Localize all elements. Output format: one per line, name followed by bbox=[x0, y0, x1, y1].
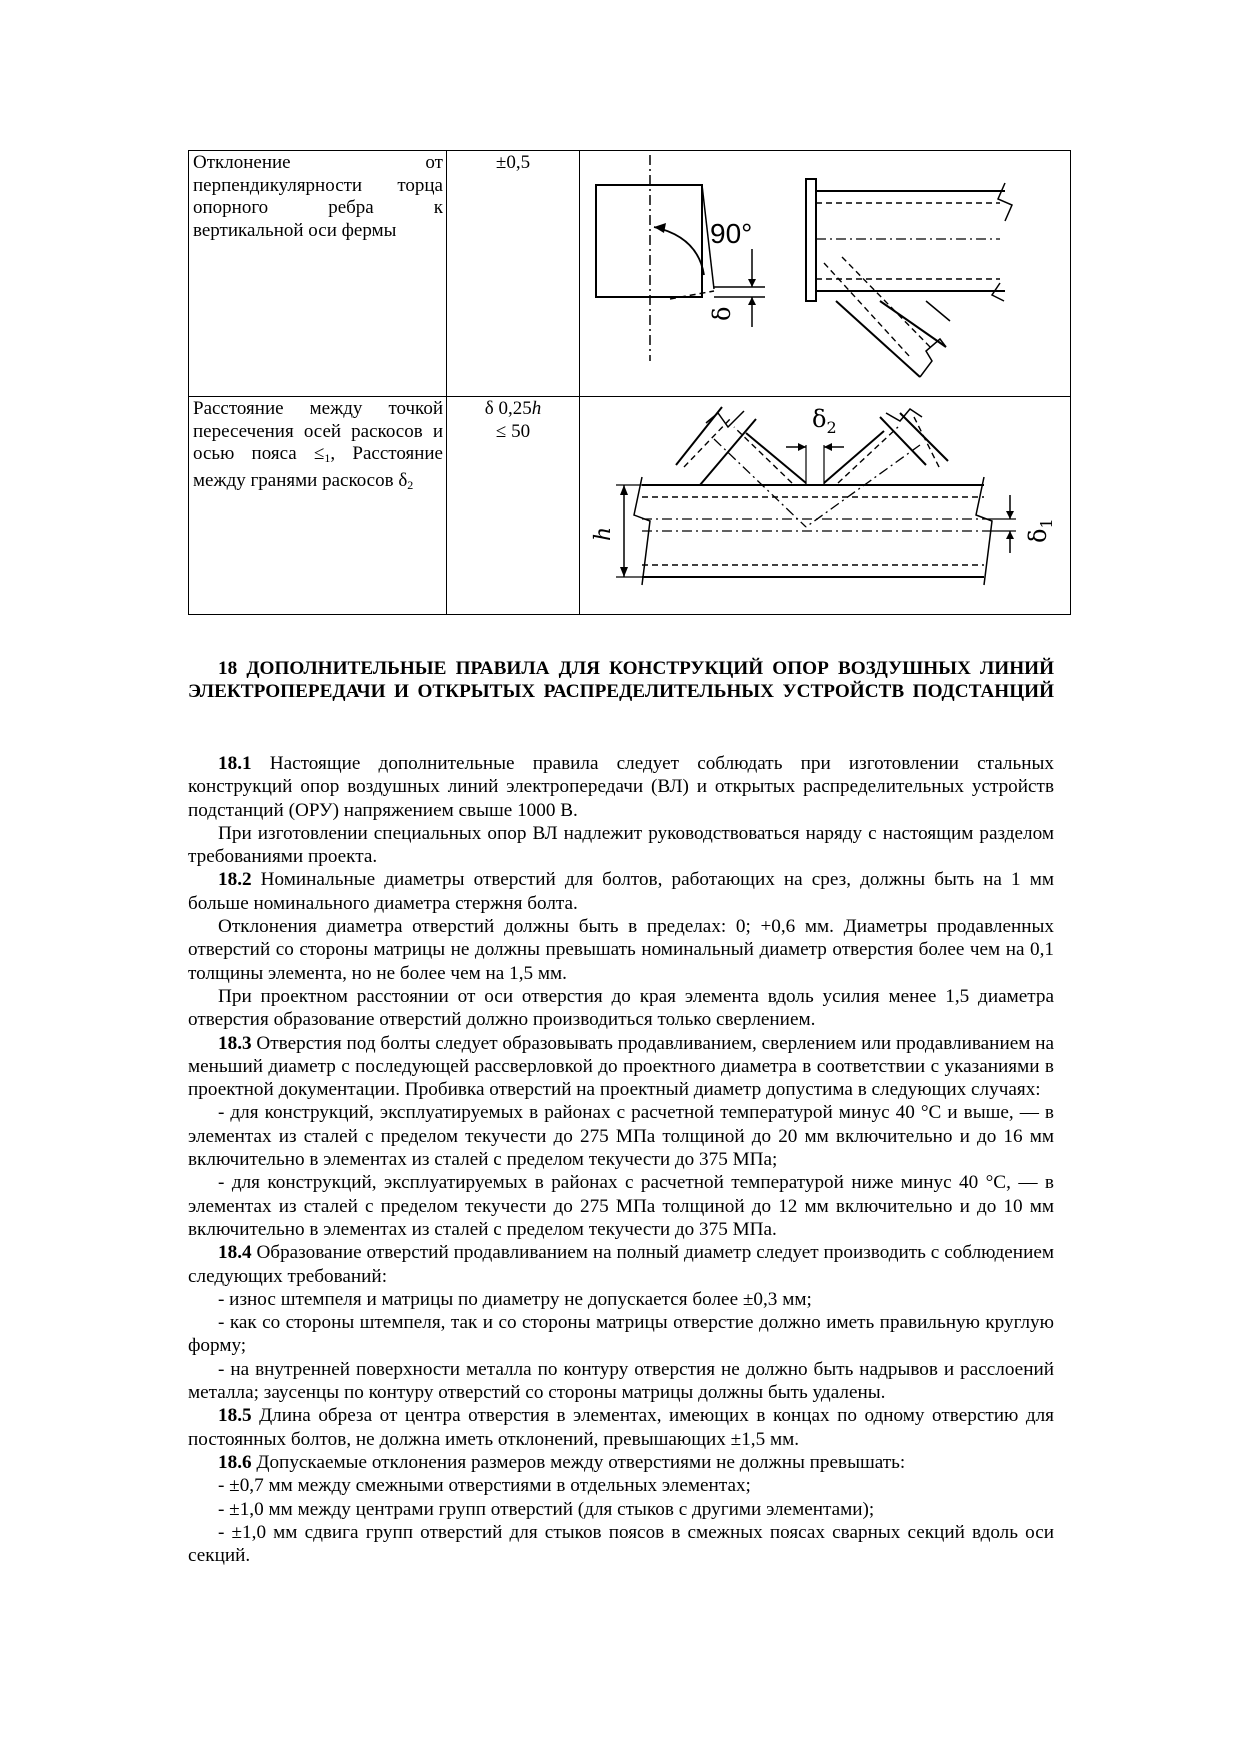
paragraph-number: 18.3 bbox=[218, 1032, 252, 1054]
paragraph bbox=[188, 1101, 1054, 1171]
paragraph-text: При проектном расстоянии от оси отверстия до края элемента вдоль усилия менее 1,5 диаметра отверстия образование отверстий должно производиться только сверлением. bbox=[188, 985, 1054, 1031]
paragraph-text: - ±1,0 мм между центрами групп отверстий (для стыков с другими элементами); bbox=[218, 1498, 875, 1520]
table-cell-tolerance: δ 0,25h ≤ 50 bbox=[447, 397, 580, 615]
table-cell-tolerance: ±0,5 bbox=[447, 151, 580, 397]
angle-label: 90° bbox=[710, 218, 753, 249]
h-label: h bbox=[591, 526, 616, 541]
paragraph bbox=[188, 1171, 1054, 1241]
paragraph-text: Образование отверстий продавливанием на полный диаметр следует производить с соблюдением следующих требований: bbox=[188, 1242, 1054, 1287]
paragraph-number: 18.1 bbox=[218, 753, 252, 774]
delta1-label: $\delta_1$ bbox=[1024, 518, 1056, 543]
section-heading: 18 ДОПОЛНИТЕЛЬНЫЕ ПРАВИЛА ДЛЯ КОНСТРУКЦИЙ ОПОР ВОЗДУШНЫХ ЛИНИЙ ЭЛЕКТРОПЕРЕДАЧИ И ОТКРЫТЫХ РАСПРЕДЕЛИТЕЛЬНЫХ УСТРОЙСТВ ПОДСТАНЦИЙ bbox=[188, 658, 1054, 703]
end-rib-perpendicularity-diagram bbox=[580, 151, 1070, 395]
paragraph bbox=[188, 1498, 1054, 1521]
table-cell-figure bbox=[580, 397, 1071, 615]
paragraph-text: Отверстия под болты следует образовывать продавливанием, сверлением или продавливанием на меньший диаметр с последующей рассверловкой до проектного диаметра в соответствии с указаниями в проектной документации. Пробивка отверстий на проектный диаметр допустима в следующих случаях: bbox=[188, 1032, 1054, 1101]
paragraph-text: - ±1,0 мм сдвига групп отверстий для стыков поясов в смежных поясах сварных секций вдоль оси секций. bbox=[188, 1521, 1054, 1567]
paragraph-number: 18.2 bbox=[218, 869, 252, 891]
tolerance-table bbox=[188, 150, 1071, 615]
paragraph bbox=[188, 1474, 1054, 1497]
section-body bbox=[188, 752, 1054, 1567]
paragraph-number: 18.5 bbox=[218, 1405, 252, 1427]
paragraph-number: 18.4 bbox=[218, 1242, 252, 1264]
paragraph-text: - для конструкций, эксплуатируемых в районах с расчетной температурой ниже минус 40 °С, — в элементах из сталей с пределом текучести до 275 МПа толщиной до 12 мм включительно и до 10 мм включительно в элементах из сталей с пределом текучести до 375 МПа. bbox=[188, 1172, 1054, 1240]
paragraph bbox=[188, 752, 1054, 822]
brace-axis-offset-diagram bbox=[580, 397, 1070, 613]
table-row bbox=[189, 151, 1071, 397]
paragraph bbox=[188, 1521, 1054, 1568]
paragraph bbox=[188, 1241, 1054, 1288]
table-row bbox=[189, 397, 1071, 615]
paragraph-text: Номинальные диаметры отверстий для болтов, работающих на срез, должны быть на 1 мм больше номинального диаметра стержня болта. bbox=[188, 869, 1054, 914]
paragraph-text: - на внутренней поверхности металла по контуру отверстия не должно быть надрывов и расслоений металла; заусенцы по контуру отверстий со стороны матрицы должны быть удалены. bbox=[188, 1358, 1054, 1404]
paragraph bbox=[188, 1311, 1054, 1358]
paragraph-text: Допускаемые отклонения размеров между отверстиями не должны превышать: bbox=[251, 1451, 906, 1473]
paragraph-text: Отклонения диаметра отверстий должны быть в пределах: 0; +0,6 мм. Диаметры продавленных отверстий со стороны матрицы не должны превышать номинальный диаметр отверстия более чем на 0,1 толщины элемента, но не более чем на 1,5 мм. bbox=[188, 916, 1054, 984]
table-cell-figure bbox=[580, 151, 1071, 397]
paragraph-text: - ±0,7 мм между смежными отверстиями в отдельных элементах; bbox=[218, 1475, 751, 1497]
paragraph bbox=[188, 1032, 1054, 1102]
paragraph bbox=[188, 1404, 1054, 1451]
table-cell-description: Отклонение от перпендикулярности торца опорного ребра к вертикальной оси фермы bbox=[189, 151, 447, 397]
paragraph-text: При изготовлении специальных опор ВЛ надлежит руководствоваться наряду с настоящим разделом требованиями проекта. bbox=[188, 822, 1054, 868]
paragraph bbox=[188, 1288, 1054, 1311]
paragraph bbox=[188, 915, 1054, 985]
paragraph bbox=[188, 868, 1054, 915]
delta2-label: $\delta_2$ bbox=[812, 405, 837, 437]
paragraph-text: - для конструкций, эксплуатируемых в районах с расчетной температурой минус 40 °С и выше, — в элементах из сталей с пределом текучести до 275 МПа толщиной до 20 мм включительно и до 16 мм включительно в элементах из сталей с пределом текучести до 375 МПа; bbox=[188, 1102, 1054, 1171]
paragraph bbox=[188, 822, 1054, 869]
paragraph-number: 18.6 bbox=[218, 1451, 252, 1473]
delta-label: δ bbox=[708, 306, 736, 321]
paragraph-text: - износ штемпеля и матрицы по диаметру не допускается более ±0,3 мм; bbox=[218, 1288, 812, 1310]
paragraph bbox=[188, 985, 1054, 1032]
paragraph bbox=[188, 1358, 1054, 1405]
paragraph bbox=[188, 1451, 1054, 1474]
paragraph-text: Настоящие дополнительные правила следует соблюдать при изготовлении стальных конструкций опор воздушных линий электропередачи (ВЛ) и открытых распределительных устройств подстанций (ОРУ) напряжением свыше 1000 В. bbox=[188, 753, 1054, 821]
paragraph-text: Длина обреза от центра отверстия в элементах, имеющих в концах по одному отверстию для постоянных болтов, не должна иметь отклонений, превышающих ±1,5 мм. bbox=[188, 1405, 1054, 1450]
paragraph-text: - как со стороны штемпеля, так и со стороны матрицы отверстие должно иметь правильную круглую форму; bbox=[188, 1312, 1054, 1357]
table-cell-description: Расстояние между точкой пересечения осей раскосов и осью пояса $\le_1$, Расстояние между гранями раскосов $\delta_2$ bbox=[189, 397, 447, 615]
